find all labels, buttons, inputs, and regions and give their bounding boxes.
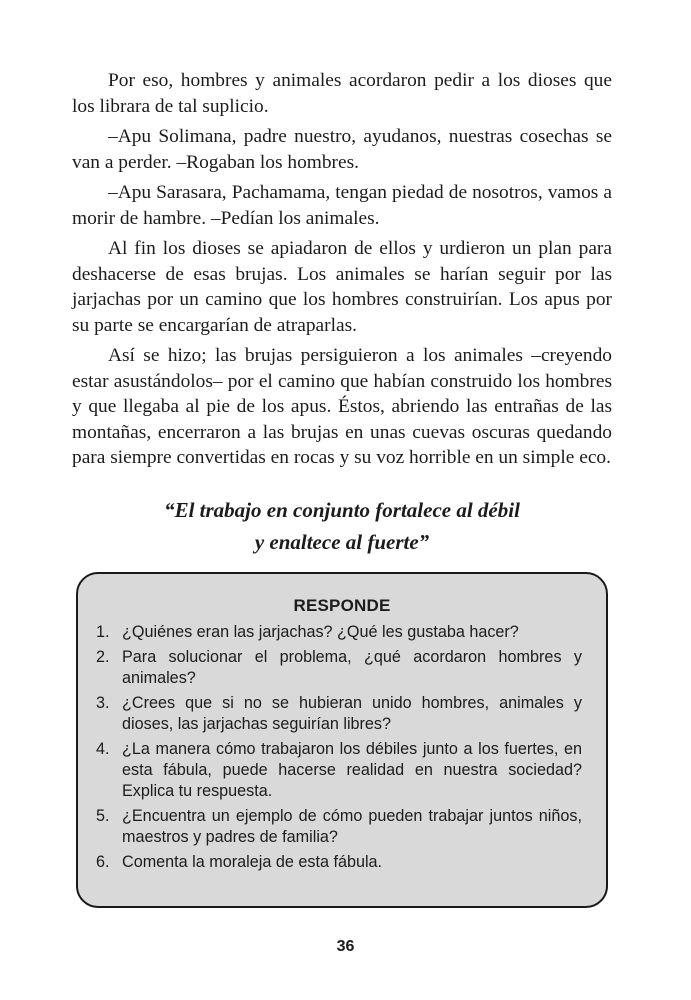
question-number: 5.	[96, 807, 110, 825]
paragraph: Al fin los dioses se apiadaron de ellos y urdieron un plan para deshacerse de esas brujas. Los animales se harían seguir por las jarjachas por un camino que los hombres construirían. Los apus por su parte se encargarían de atraparlas.	[72, 238, 612, 336]
responde-box	[76, 572, 608, 908]
question-item	[96, 647, 582, 689]
responde-title: RESPONDE	[293, 596, 391, 615]
question-text: ¿Encuentra un ejemplo de cómo pueden trabajar juntos niños, maestros y padres de familia?	[122, 807, 582, 846]
page-number: 36	[336, 938, 355, 955]
paragraph: Así se hizo; las brujas persiguieron a los animales –creyendo estar asustándolos– por el camino que habían construido los hombres y que llegaba al pie de los apus. Éstos, abriendo las entrañas de las montañas, encerraron a las brujas en unas cuevas oscuras quedando para siempre convertidas en rocas y su voz horrible en un simple eco.	[72, 345, 612, 468]
question-number: 6.	[96, 853, 110, 871]
question-text: Para solucionar el problema, ¿qué acordaron hombres y animales?	[122, 648, 582, 687]
moral-line: y enaltece al fuerte”	[254, 530, 430, 554]
question-number: 4.	[96, 740, 110, 758]
question-text: ¿Quiénes eran las jarjachas? ¿Qué les gustaba hacer?	[122, 623, 519, 641]
moral-line: “El trabajo en conjunto fortalece al débil	[164, 498, 520, 522]
paragraph: –Apu Solimana, padre nuestro, ayudanos, nuestras cosechas se van a perder. –Rogaban los hombres.	[72, 126, 612, 173]
story-text	[72, 68, 612, 476]
moral-quote	[72, 494, 612, 558]
paragraph: –Apu Sarasara, Pachamama, tengan piedad de nosotros, vamos a morir de hambre. –Pedían los animales.	[72, 182, 612, 229]
question-number: 1.	[96, 623, 110, 641]
question-list	[78, 622, 606, 873]
question-item	[96, 852, 582, 873]
question-number: 3.	[96, 694, 110, 712]
paragraph: Por eso, hombres y animales acordaron pedir a los dioses que los librara de tal suplicio.	[72, 70, 612, 117]
question-text: ¿La manera cómo trabajaron los débiles junto a los fuertes, en esta fábula, puede hacerse realidad en nuestra sociedad? Explica tu respuesta.	[122, 740, 582, 800]
question-item	[96, 622, 582, 643]
question-text: ¿Crees que si no se hubieran unido hombres, animales y dioses, las jarjachas seguirían libres?	[122, 694, 582, 733]
question-item	[96, 693, 582, 735]
question-item	[96, 739, 582, 802]
question-item	[96, 806, 582, 848]
question-number: 2.	[96, 648, 110, 666]
question-text: Comenta la moraleja de esta fábula.	[122, 853, 383, 871]
